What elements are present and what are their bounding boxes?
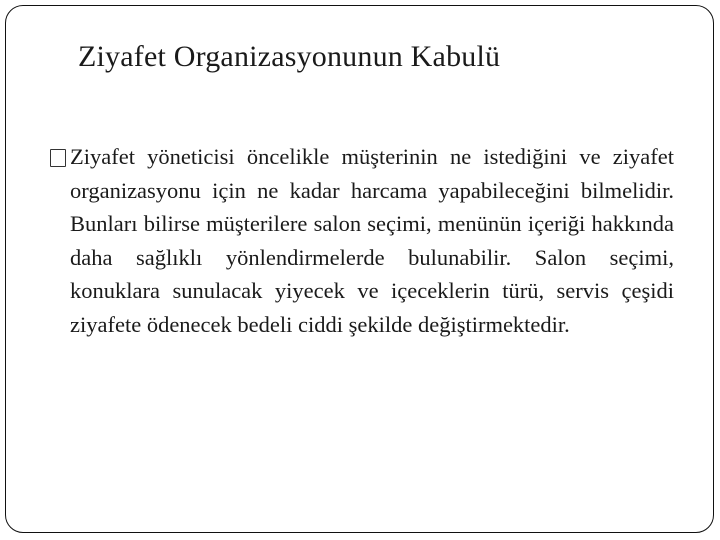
slide-title: Ziyafet Organizasyonunun Kabulü [78, 40, 501, 73]
bullet-item [50, 140, 674, 342]
missing-glyph-box-icon [50, 149, 66, 167]
slide-body [50, 140, 674, 342]
bullet-text: Ziyafet yöneticisi öncelikle müşterinin ne istediğini ve ziyafet organizasyonu için ne kadar harcama yapabileceğini bilmelidir. Bunları bilirse müşterilere salon seçimi, menünün içeriği hakkında daha sağlıklı yönlendirmelerde bulunabilir. Salon seçimi, konuklara sunulacak yiyecek ve içeceklerin türü, servis çeşidi ziyafete ödenecek bedeli ciddi şekilde değiştirmektedir. [70, 144, 674, 337]
